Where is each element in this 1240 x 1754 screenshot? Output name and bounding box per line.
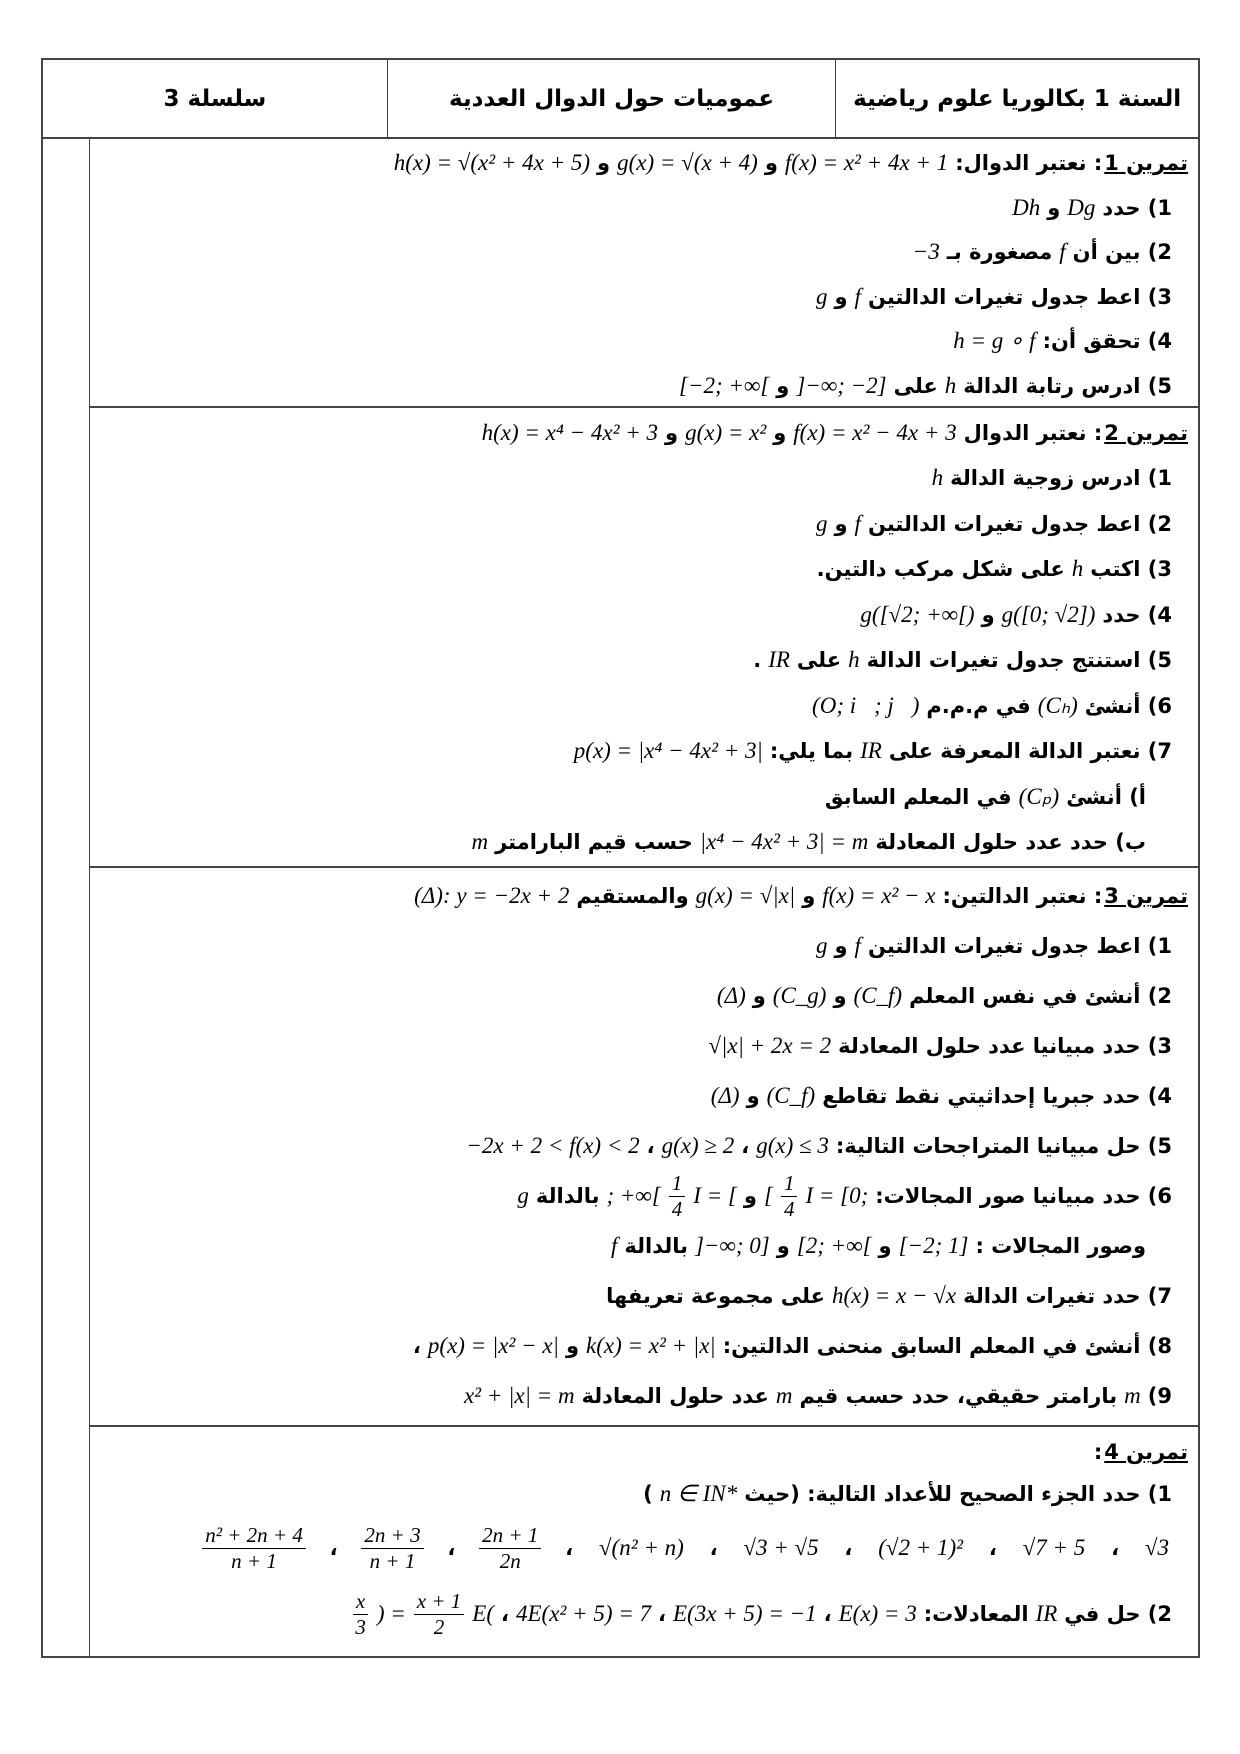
arabic-text: 4) حدد: [1102, 602, 1172, 627]
math-expression: [: [763, 1183, 773, 1208]
arabic-text: وصور المجالات :: [975, 1234, 1146, 1258]
math-expression: −3: [912, 239, 940, 265]
math-expression: k(x) = x² + |x|: [586, 1333, 716, 1358]
arabic-text: :: [1093, 1440, 1103, 1464]
math-expression: ) =: [376, 1601, 406, 1626]
arabic-text: ،: [658, 1602, 666, 1626]
math-expression: E(x) = 3: [838, 1601, 917, 1626]
arabic-text: 3) اعط جدول تغيرات الدالتين: [867, 284, 1172, 309]
math-expression: f(x) = x² − 4x + 3: [793, 419, 957, 445]
arabic-text: و: [802, 884, 816, 908]
math-expression: √|x| + 2x = 2: [708, 1033, 832, 1058]
arabic-text: 1) ادرس زوجية الدالة: [950, 466, 1172, 491]
math-expression: √7 + 5: [1022, 1535, 1086, 1560]
arabic-text: : نعتبر الدوال: [963, 420, 1103, 445]
math-expression: h: [931, 465, 944, 491]
math-expression: (Δ): [716, 983, 746, 1008]
question-line: [89, 1321, 1198, 1371]
math-expression: h = g ∘ f: [953, 328, 1036, 354]
math-expression: (Δ): y = −2x + 2: [414, 883, 570, 908]
exercise-title-line: [89, 410, 1198, 456]
question-line: [89, 1371, 1198, 1421]
arabic-text: على مجموعة تعريفها: [606, 1284, 825, 1308]
fraction: [476, 1523, 544, 1572]
arabic-text: و: [752, 984, 766, 1008]
arabic-text: حسب قيم البارامتر: [495, 830, 693, 855]
math-expression: g: [815, 933, 828, 958]
arabic-text: على: [796, 648, 842, 673]
math-expression: g(x) = x²: [685, 419, 767, 445]
arabic-text: على شكل مركب دالتين.: [816, 557, 1065, 582]
arabic-text: 2) أنشئ في نفس المعلم: [909, 984, 1172, 1008]
question-line: [89, 501, 1198, 547]
arabic-text: ب) حدد عدد حلول المعادلة: [875, 830, 1146, 855]
arabic-text: بالدالة: [535, 1184, 600, 1208]
exercise-title: تمرين 2: [1104, 420, 1188, 445]
fraction-numerator: 2n + 3: [361, 1523, 423, 1548]
question-line: [89, 319, 1198, 364]
fraction: [199, 1523, 309, 1572]
math-expression: m: [775, 1383, 793, 1408]
arabic-text: ،: [741, 1134, 750, 1158]
fraction: [358, 1523, 426, 1572]
fraction-denominator: n + 1: [369, 1548, 416, 1573]
math-expression: g(x) ≤ 3: [756, 1133, 829, 1158]
header-level: السنة 1 بكالوريا علوم رياضية: [835, 60, 1198, 137]
exercise-4: [89, 1427, 1198, 1658]
arabic-text: ،: [646, 1134, 655, 1158]
fraction-numerator: 1: [781, 1171, 798, 1196]
arabic-text: ،: [988, 1536, 997, 1560]
arabic-text: : نعتبر الدالتين:: [942, 884, 1103, 908]
arabic-text: و: [746, 1084, 760, 1108]
arabic-text: و: [833, 984, 847, 1008]
arabic-text: و: [834, 511, 848, 536]
fraction: [349, 1589, 372, 1638]
question-line: [89, 729, 1198, 775]
math-expression: IR: [860, 738, 882, 764]
arabic-text: و: [773, 420, 787, 445]
math-expression: Dh: [1012, 194, 1041, 220]
question-line: [89, 592, 1198, 638]
fraction-numerator: 1: [669, 1171, 686, 1196]
math-expression: h(x) = x⁴ − 4x² + 3: [481, 419, 659, 445]
arabic-text: في المعلم السابق: [824, 784, 1012, 809]
arabic-text: 5) حل مبيانيا المتراجحات التالية:: [835, 1134, 1172, 1158]
arabic-text: ،: [565, 1536, 574, 1560]
math-expression: h(x) = √(x² + 4x + 5): [393, 150, 591, 176]
exercise-title-line: [89, 871, 1198, 921]
math-expression: f: [611, 1233, 618, 1258]
question-line: [89, 971, 1198, 1021]
math-expression: f(x) = x² − x: [822, 883, 936, 908]
math-expression: √(n² + n): [598, 1535, 684, 1560]
arabic-text: 4) حدد جبريا إحداثيتي نقط تقاطع: [822, 1084, 1172, 1108]
math-expression: (C_f): [766, 1083, 816, 1108]
math-expression: h: [1071, 556, 1084, 582]
fraction-denominator: n + 1: [231, 1548, 277, 1573]
math-expression: f: [1059, 239, 1066, 265]
arabic-text: 2) اعط جدول تغيرات الدالتين: [867, 511, 1172, 536]
math-expression: I = [0;: [805, 1183, 869, 1208]
header-topic: عموميات حول الدوال العددية: [387, 60, 835, 137]
question-line: [89, 1271, 1198, 1321]
arabic-text: أ) أنشئ: [1066, 784, 1146, 809]
arabic-text: مصغورة بـ: [946, 240, 1053, 265]
arabic-text: و: [764, 151, 778, 176]
question-line: [89, 364, 1198, 409]
math-expression: g: [815, 283, 828, 309]
arabic-text: و: [776, 1234, 790, 1258]
math-expression: h: [848, 647, 860, 673]
question-line: [89, 1071, 1198, 1121]
arabic-text: 7) نعتبر الدالة المعرفة على: [888, 739, 1172, 764]
margin-column: [43, 137, 90, 1656]
arabic-text: على: [893, 373, 938, 398]
question-line: [89, 638, 1198, 684]
arabic-text: 6) أنشئ: [1084, 693, 1172, 718]
math-expression: f: [854, 510, 861, 536]
question-line: [89, 547, 1198, 593]
arabic-text: ،: [447, 1536, 456, 1560]
worksheet: [41, 58, 1200, 1658]
arabic-text: في م.م.م: [926, 693, 1031, 718]
question-line: [89, 1473, 1198, 1515]
arabic-text: 1) اعط جدول تغيرات الدالتين: [867, 934, 1172, 958]
question-line: [89, 921, 1198, 971]
exercise-2: [89, 408, 1198, 868]
math-expression: 4E(x² + 5) = 7: [515, 1601, 651, 1626]
arabic-text: : نعتبر الدوال:: [955, 151, 1103, 176]
arabic-text: 1) حدد الجزء الصحيح للأعداد التالية: (حيث: [744, 1482, 1172, 1506]
math-expression: [−2; +∞[: [679, 372, 770, 398]
question-line: [89, 1171, 1198, 1221]
math-expression: m: [1124, 1383, 1141, 1408]
math-expression: h: [944, 372, 957, 398]
question-line: [89, 1021, 1198, 1071]
exercise-title: تمرين 1: [1104, 151, 1188, 176]
arabic-text: ،: [823, 1602, 832, 1626]
math-expression: ; +∞[: [606, 1183, 661, 1208]
arabic-text: و: [597, 151, 611, 176]
arabic-text: 8) أنشئ في المعلم السابق منحنى الدالتين:: [722, 1334, 1172, 1358]
arabic-text: عدد حلول المعادلة: [581, 1384, 769, 1408]
math-expression: g(x) = √|x|: [695, 883, 796, 908]
math-expression: x² + |x| = m: [463, 1383, 575, 1408]
fraction-numerator: n² + 2n + 4: [202, 1523, 306, 1548]
math-expression: Dg: [1067, 194, 1096, 220]
math-expression: √3: [1144, 1535, 1169, 1560]
exercise-title-line: [89, 1431, 1198, 1473]
arabic-text: و: [878, 1234, 892, 1258]
arabic-text: ،: [329, 1536, 338, 1560]
fraction-numerator: 2n + 1: [479, 1523, 541, 1548]
arabic-text: بارامتر حقيقي، حدد حسب قيم: [799, 1384, 1118, 1408]
arabic-text: 3) حدد مبيانيا عدد حلول المعادلة: [838, 1034, 1172, 1058]
question-line: [89, 683, 1198, 729]
math-expression: E(: [472, 1601, 494, 1626]
math-expression: n ∈ IN*: [659, 1481, 738, 1506]
question-line: [89, 1221, 1198, 1271]
math-expression: p(x) = |x² − x|: [427, 1333, 559, 1358]
arabic-text: و: [834, 284, 848, 309]
exercise-1: [89, 137, 1198, 408]
math-expression: (Cₚ): [1018, 783, 1060, 809]
arabic-text: بالدالة: [624, 1234, 689, 1258]
arabic-text: والمستقيم: [576, 884, 689, 908]
arabic-text: و: [834, 934, 848, 958]
arabic-text: ،: [412, 1334, 421, 1358]
arabic-text: 1) حدد: [1102, 195, 1172, 220]
arabic-text: ،: [1111, 1536, 1120, 1560]
math-expression: IR: [768, 647, 790, 673]
arabic-text: 3) اكتب: [1090, 557, 1172, 582]
arabic-text: 2) حل في: [1064, 1602, 1172, 1626]
fraction: [666, 1171, 689, 1220]
math-expression: g(x) ≥ 2: [661, 1133, 735, 1158]
question-line: [89, 275, 1198, 320]
math-expression: p(x) = |x⁴ − 4x² + 3|: [573, 738, 763, 764]
header-series: سلسلة 3: [163, 85, 267, 112]
math-expression: [−2; 1]: [898, 1233, 969, 1258]
fraction-denominator: 3: [355, 1614, 366, 1639]
arabic-text: ): [643, 1482, 653, 1506]
math-expression: |x⁴ − 4x² + 3| = m: [699, 829, 869, 855]
arabic-text: و: [743, 1184, 757, 1208]
math-expression: E(3x + 5) = −1: [672, 1601, 817, 1626]
fraction-denominator: 4: [783, 1196, 795, 1221]
arabic-text: و: [776, 373, 790, 398]
exercise-title: تمرين 4: [1104, 1440, 1188, 1464]
math-expression: f: [854, 283, 861, 309]
arabic-text: .: [753, 648, 762, 673]
arabic-text: المعادلات:: [923, 1602, 1029, 1626]
math-expression: (Δ): [710, 1083, 740, 1108]
arabic-text: بما يلي:: [769, 739, 854, 764]
math-expression: g(x) = √(x + 4): [617, 150, 758, 176]
question-line: [89, 1581, 1198, 1647]
math-expression: ]−∞; −2]: [796, 372, 887, 398]
arabic-text: و: [1047, 195, 1061, 220]
exercise-title-line: [89, 141, 1198, 186]
arabic-text: 5) استنتج جدول تغيرات الدالة: [866, 648, 1172, 673]
math-expression: g: [815, 510, 828, 536]
math-expression: ]−∞; 0]: [695, 1233, 770, 1258]
exercise-3: [89, 868, 1198, 1427]
math-expression: f: [854, 933, 861, 958]
arabic-text: و: [565, 1334, 579, 1358]
question-line: [89, 1515, 1198, 1581]
arabic-text: 7) حدد تغيرات الدالة: [963, 1284, 1172, 1308]
math-expression: g([√2; +∞[): [860, 601, 975, 627]
math-expression: f(x) = x² + 4x + 1: [784, 150, 949, 176]
math-expression: (C_f): [853, 983, 903, 1008]
fraction-denominator: 2: [433, 1614, 445, 1639]
question-line: [89, 820, 1198, 866]
arabic-text: 5) ادرس رتابة الدالة: [963, 373, 1172, 398]
fraction-numerator: x + 1: [414, 1589, 465, 1614]
question-line: [89, 456, 1198, 502]
math-expression: [2; +∞[: [796, 1233, 872, 1258]
arabic-text: ،: [709, 1536, 718, 1560]
arabic-text: 9): [1147, 1384, 1172, 1408]
math-expression: (C_g): [772, 983, 827, 1008]
fraction-numerator: x: [353, 1589, 368, 1614]
arabic-text: ،: [844, 1536, 853, 1560]
math-expression: IR: [1035, 1601, 1058, 1626]
math-expression: h(x) = x − √x: [831, 1283, 957, 1308]
math-expression: −2x + 2 < f(x) < 2: [466, 1133, 640, 1158]
math-expression: √3 + √5: [743, 1535, 819, 1560]
math-expression: (√2 + 1)²: [878, 1535, 964, 1560]
fraction-denominator: 4: [671, 1196, 683, 1221]
question-line: [89, 230, 1198, 275]
math-expression: g([0; √2]): [1001, 601, 1096, 627]
arabic-text: 6) حدد مبيانيا صور المجالات:: [875, 1184, 1172, 1208]
question-line: [89, 186, 1198, 231]
math-expression: I = [: [693, 1183, 737, 1208]
arabic-text: و: [665, 420, 679, 445]
question-line: [89, 774, 1198, 820]
fraction-denominator: 2n: [499, 1548, 521, 1573]
question-line: [89, 1121, 1198, 1171]
header-row: [43, 60, 1198, 139]
arabic-text: ،: [501, 1602, 509, 1626]
arabic-text: 2) بين أن: [1072, 240, 1172, 265]
math-expression: (Cₕ): [1037, 692, 1078, 718]
arabic-text: 4) تحقق أن:: [1042, 329, 1172, 354]
fraction: [778, 1171, 801, 1220]
math-expression: g: [517, 1183, 529, 1208]
arabic-text: و: [981, 602, 995, 627]
exercise-title: تمرين 3: [1104, 884, 1188, 908]
fraction: [411, 1589, 468, 1638]
math-expression: (O; i⃗; j⃗): [812, 692, 920, 718]
math-expression: m: [471, 829, 489, 855]
